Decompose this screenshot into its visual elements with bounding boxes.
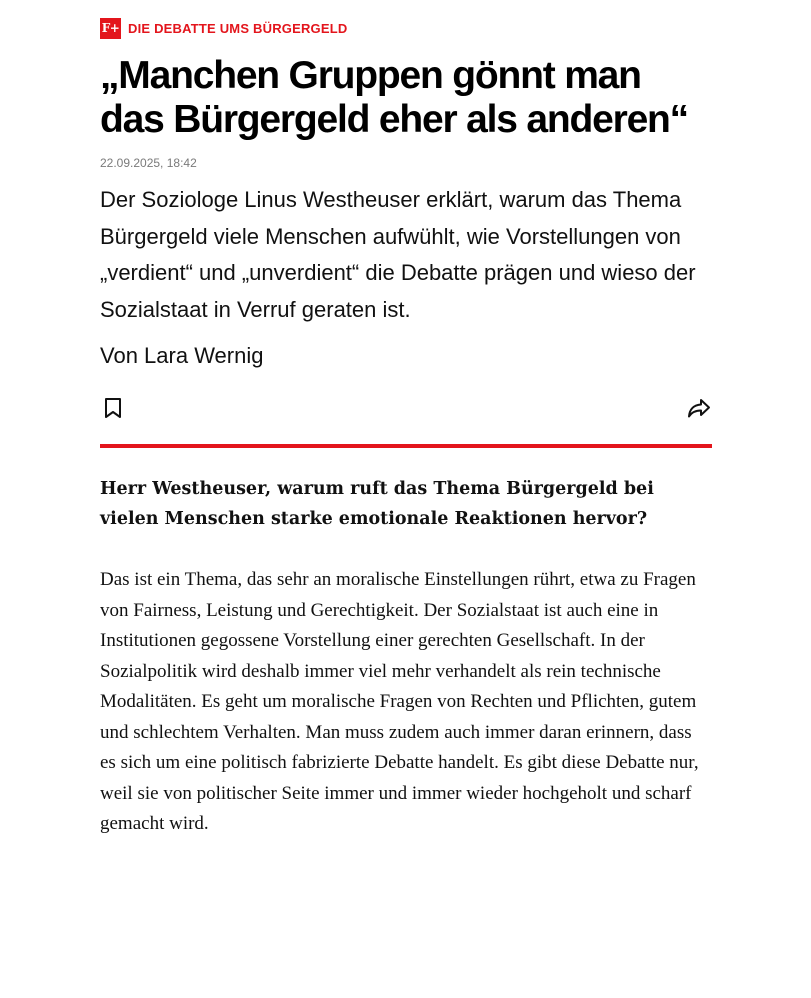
publish-date: 22.09.2025, 18:42 bbox=[100, 156, 197, 170]
interview-question: Herr Westheuser, warum ruft das Thema Bürgergeld bei vielen Menschen starke emotionale Reaktionen hervor? bbox=[100, 479, 654, 529]
author-byline[interactable]: Von Lara Wernig bbox=[100, 343, 264, 368]
brand-logo[interactable]: F+ bbox=[100, 18, 121, 39]
bookmark-button[interactable] bbox=[100, 395, 126, 421]
kicker bbox=[100, 17, 712, 39]
article-headline: „Manchen Gruppen gönnt man das Bürgergeld eher als anderen“ bbox=[100, 54, 688, 141]
bookmark-icon bbox=[104, 397, 122, 419]
share-icon bbox=[687, 398, 711, 418]
interview-answer: Das ist ein Thema, das sehr an moralische Einstellungen rührt, etwa zu Fragen von Fairness, Leistung und Gerechtigkeit. Der Sozialstaat ist auch eine in Institutionen gegossene Vorstellung einer gerechten Gesellschaft. In der Sozialpolitik wird deshalb immer viel mehr verhandelt als rein technische Modalitäten. Es geht um moralische Fragen von Rechten und Pflichten, gutem und schlechtem Verhalten. Man muss zudem auch immer daran erinnern, dass es sich um eine politisch fabrizierte Debatte handelt. Es gibt diese Debatte nur, weil sie von politischer Seite immer und immer wieder hochgeholt und scharf gemacht wird. bbox=[100, 569, 699, 834]
share-button[interactable] bbox=[686, 395, 712, 421]
section-divider bbox=[100, 444, 712, 448]
article-actions bbox=[100, 393, 712, 423]
kicker-label[interactable]: DIE DEBATTE UMS BÜRGERGELD bbox=[128, 20, 348, 36]
article-page bbox=[100, 0, 712, 840]
article-teaser: Der Soziologe Linus Westheuser erklärt, warum das Thema Bürgergeld viele Menschen aufwühlt, wie Vorstellungen von „verdient“ und „unverdient“ die Debatte prägen und wieso der Sozialstaat in Verruf geraten ist. bbox=[100, 187, 696, 322]
